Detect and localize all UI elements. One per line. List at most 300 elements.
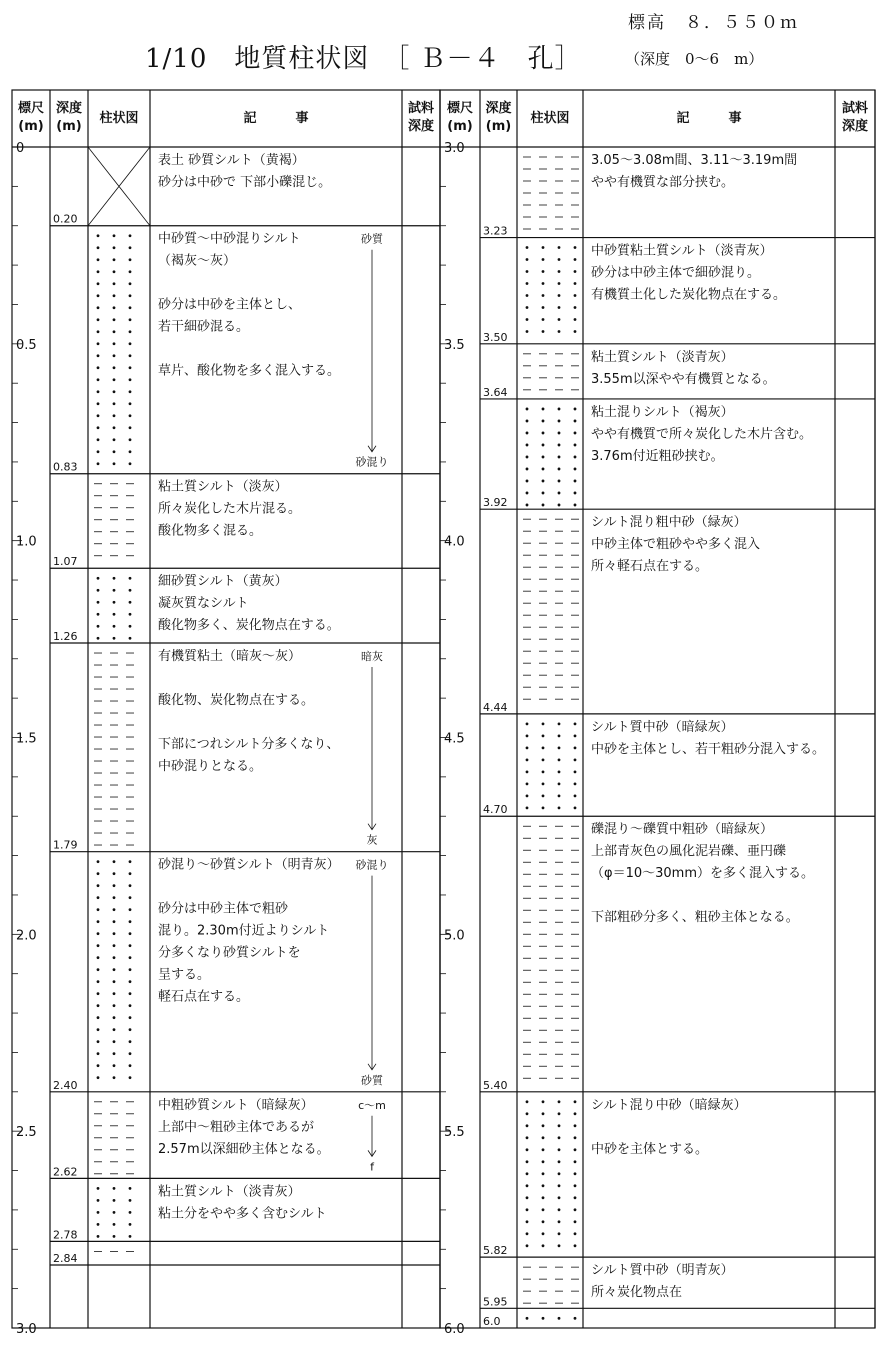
- layer-depth-label: 1.79: [53, 838, 78, 852]
- column-pattern-dot: [526, 1136, 529, 1139]
- column-pattern-dot: [129, 872, 132, 875]
- column-pattern-dot: [113, 390, 116, 393]
- scale-label: 4.0: [444, 534, 465, 550]
- column-pattern-dot: [113, 944, 116, 947]
- layer-depth-label: 2.40: [53, 1078, 78, 1092]
- column-pattern-dot: [574, 794, 577, 797]
- column-pattern-dot: [542, 1208, 545, 1211]
- column-pattern-dot: [558, 408, 561, 411]
- column-pattern-dot: [574, 420, 577, 423]
- page-title: 1/10 地質柱状図 ［ Ｂ－４ 孔］: [145, 44, 582, 74]
- column-pattern-dot: [542, 456, 545, 459]
- column-pattern-dot: [574, 270, 577, 273]
- column-pattern-dot: [129, 1223, 132, 1226]
- column-pattern-dot: [574, 734, 577, 737]
- column-pattern-dot: [558, 294, 561, 297]
- column-pattern-dot: [558, 1184, 561, 1187]
- column-pattern-dot: [526, 1148, 529, 1151]
- column-pattern-dot: [574, 456, 577, 459]
- column-pattern-dot: [97, 246, 100, 249]
- column-pattern-dot: [97, 342, 100, 345]
- column-pattern-dot: [113, 1040, 116, 1043]
- column-pattern-dot: [129, 1004, 132, 1007]
- column-pattern-dot: [558, 480, 561, 483]
- layer-description-line: 下部粗砂分多く、粗砂主体となる。: [591, 910, 799, 926]
- header-scale-unit: (m): [18, 119, 44, 134]
- column-pattern-dot: [97, 992, 100, 995]
- layer-description-line: 砂分は中砂を主体とし、: [158, 297, 302, 313]
- column-pattern-dot: [97, 1187, 100, 1190]
- column-pattern-dot: [113, 625, 116, 628]
- layer-description-line: シルト質中砂（暗緑灰）: [591, 719, 734, 735]
- column-pattern-dot: [542, 782, 545, 785]
- header-depth-unit: (m): [56, 119, 82, 134]
- column-pattern-dot: [129, 992, 132, 995]
- column-pattern-dot: [129, 414, 132, 417]
- column-pattern-dot: [129, 378, 132, 381]
- column-pattern-dot: [129, 342, 132, 345]
- layer-description-line: 表土 砂質シルト（黄褐）: [158, 153, 305, 168]
- layer-description-line: 細砂質シルト（黄灰）: [158, 574, 288, 590]
- column-pattern-dot: [542, 746, 545, 749]
- column-pattern-dot: [113, 637, 116, 640]
- column-pattern-dot: [574, 282, 577, 285]
- scale-label: 5.5: [444, 1125, 465, 1141]
- column-pattern-dot: [129, 1052, 132, 1055]
- column-pattern-dot: [113, 1004, 116, 1007]
- column-pattern-dot: [574, 1124, 577, 1127]
- column-pattern-dot: [113, 920, 116, 923]
- column-pattern-dot: [526, 330, 529, 333]
- column-pattern-dot: [113, 1211, 116, 1214]
- column-pattern-dot: [129, 1187, 132, 1190]
- column-pattern-dot: [97, 1211, 100, 1214]
- column-pattern-dot: [574, 468, 577, 471]
- column-pattern-dot: [542, 1244, 545, 1247]
- column-pattern-dot: [574, 408, 577, 411]
- column-pattern-dot: [129, 330, 132, 333]
- layer-depth-label: 2.78: [53, 1228, 78, 1242]
- column-pattern-dot: [574, 504, 577, 507]
- gradation-note-bottom: f: [370, 1160, 374, 1174]
- column-pattern-dot: [574, 1160, 577, 1163]
- column-pattern-dot: [129, 366, 132, 369]
- column-pattern-dot: [113, 1028, 116, 1031]
- column-pattern-dot: [129, 884, 132, 887]
- column-pattern-dot: [558, 306, 561, 309]
- column-pattern-dot: [526, 306, 529, 309]
- column-pattern-dot: [574, 444, 577, 447]
- layer-description-line: 粘土分をやや多く含むシルト: [158, 1206, 327, 1222]
- column-pattern-dot: [542, 1112, 545, 1115]
- column-pattern-dot: [97, 860, 100, 863]
- column-pattern-dot: [129, 438, 132, 441]
- left-layer: [50, 1097, 440, 1179]
- column-pattern-dot: [542, 1317, 545, 1320]
- column-pattern-dot: [574, 432, 577, 435]
- column-pattern-dot: [129, 318, 132, 321]
- column-pattern-dot: [97, 589, 100, 592]
- column-pattern-dot: [113, 601, 116, 604]
- column-pattern-dot: [129, 354, 132, 357]
- column-pattern-dot: [526, 246, 529, 249]
- column-pattern-dot: [526, 1220, 529, 1223]
- column-pattern-dot: [526, 746, 529, 749]
- column-pattern-dot: [97, 390, 100, 393]
- column-pattern-dot: [97, 1040, 100, 1043]
- column-pattern-dot: [558, 1317, 561, 1320]
- column-pattern-dot: [542, 1124, 545, 1127]
- column-pattern-dot: [558, 1136, 561, 1139]
- column-pattern-dot: [542, 468, 545, 471]
- column-pattern-dot: [129, 234, 132, 237]
- column-pattern-dot: [526, 456, 529, 459]
- column-pattern-dot: [526, 1160, 529, 1163]
- column-pattern-dot: [542, 408, 545, 411]
- column-pattern-dot: [574, 1112, 577, 1115]
- layer-description-line: 草片、酸化物を多く混入する。: [158, 363, 341, 379]
- layer-description-line: 酸化物、炭化物点在する。: [158, 693, 315, 709]
- column-pattern-dot: [542, 444, 545, 447]
- column-pattern-dot: [542, 1136, 545, 1139]
- column-pattern-dot: [558, 1172, 561, 1175]
- layer-description-line: （φ＝10～30mm）を多く混入する。: [591, 866, 814, 882]
- scale-label: 0.5: [16, 337, 37, 353]
- column-pattern-dot: [526, 318, 529, 321]
- layer-depth-label: 0.83: [53, 460, 78, 474]
- column-pattern-dot: [97, 414, 100, 417]
- column-pattern-dot: [97, 450, 100, 453]
- header-depth-unit: (m): [485, 119, 512, 134]
- layer-description-line: シルト混り粗中砂（緑灰）: [591, 515, 747, 531]
- layer-depth-label: 5.82: [483, 1244, 508, 1258]
- layer-description-line: 砂分は中砂で 下部小礫混じ。: [158, 175, 332, 190]
- column-pattern-dot: [558, 1244, 561, 1247]
- column-pattern-dot: [129, 577, 132, 580]
- column-pattern-dot: [542, 330, 545, 333]
- layer-description-line: 3.76m付近粗砂挟む。: [591, 448, 724, 464]
- column-pattern-dot: [526, 270, 529, 273]
- layer-description-line: 中粗砂質シルト（暗緑灰）: [158, 1097, 314, 1113]
- layer-description-line: 混り。2.30m付近よりシルト: [158, 923, 330, 939]
- column-pattern-dot: [129, 1235, 132, 1238]
- column-pattern-dot: [574, 330, 577, 333]
- column-pattern-dot: [113, 450, 116, 453]
- scale-label: 2.5: [16, 1125, 37, 1141]
- column-pattern-dot: [129, 908, 132, 911]
- column-pattern-dot: [129, 944, 132, 947]
- layer-description-line: 上部青灰色の風化泥岩礫、亜円礫: [591, 844, 787, 860]
- layer-description-line: 3.05～3.08m間、3.11～3.19m間: [591, 153, 798, 168]
- column-pattern-dot: [526, 282, 529, 285]
- column-pattern-dot: [113, 1223, 116, 1226]
- column-pattern-dot: [542, 794, 545, 797]
- column-pattern-dot: [97, 1199, 100, 1202]
- column-pattern-dot: [129, 306, 132, 309]
- column-pattern-dot: [574, 1148, 577, 1151]
- right-layer: [480, 1097, 875, 1257]
- layer-description-line: 所々軽石点在する。: [591, 559, 709, 575]
- column-pattern-dot: [97, 462, 100, 465]
- column-pattern-dot: [558, 468, 561, 471]
- right-layer: [480, 404, 875, 509]
- column-pattern-dot: [97, 601, 100, 604]
- column-pattern-dot: [97, 306, 100, 309]
- column-pattern-dot: [558, 722, 561, 725]
- column-pattern-dot: [113, 884, 116, 887]
- column-pattern-dot: [574, 1220, 577, 1223]
- layer-description-line: やや有機質で所々炭化した木片含む。: [591, 426, 813, 442]
- column-pattern-dot: [558, 1208, 561, 1211]
- column-pattern-dot: [113, 1199, 116, 1202]
- column-pattern-dot: [129, 270, 132, 273]
- column-pattern-dot: [129, 920, 132, 923]
- column-pattern-dot: [113, 968, 116, 971]
- column-pattern-dot: [113, 956, 116, 959]
- column-pattern-dot: [574, 770, 577, 773]
- depth-range-label: （深度 0～6 m）: [625, 50, 764, 68]
- column-pattern-dot: [542, 492, 545, 495]
- left-layer: [50, 1183, 440, 1241]
- column-pattern-dot: [526, 444, 529, 447]
- layer-depth-label: 3.64: [483, 385, 508, 399]
- column-pattern-dot: [113, 234, 116, 237]
- scale-label: 3.5: [444, 337, 465, 353]
- column-pattern-dot: [542, 1232, 545, 1235]
- column-pattern-dot: [113, 1064, 116, 1067]
- layer-description-line: 軽石点在する。: [158, 989, 250, 1005]
- column-pattern-dot: [526, 294, 529, 297]
- column-pattern-dot: [113, 366, 116, 369]
- header-depth-label: 深度: [55, 101, 83, 116]
- column-pattern-dot: [574, 722, 577, 725]
- column-pattern-dot: [526, 1208, 529, 1211]
- column-pattern-dot: [97, 258, 100, 261]
- column-pattern-dot: [113, 872, 116, 875]
- layer-description-line: 3.55m以深やや有機質となる。: [591, 371, 776, 387]
- column-pattern-dot: [526, 1100, 529, 1103]
- column-pattern-dot: [558, 1220, 561, 1223]
- column-pattern-dot: [129, 1211, 132, 1214]
- column-pattern-dot: [542, 1100, 545, 1103]
- column-pattern-dot: [574, 1232, 577, 1235]
- layer-description-line: 中砂主体で粗砂やや多く混入: [591, 537, 761, 553]
- right-layer: [480, 243, 875, 344]
- column-pattern-dot: [558, 758, 561, 761]
- column-pattern-dot: [129, 282, 132, 285]
- column-pattern-dot: [558, 1124, 561, 1127]
- column-pattern-dot: [113, 980, 116, 983]
- layer-description-line: シルト質中砂（明青灰）: [591, 1263, 734, 1279]
- layer-description-line: 中砂を主体とする。: [591, 1141, 709, 1157]
- column-pattern-dot: [526, 1317, 529, 1320]
- header-description-label: 記 事: [243, 111, 309, 126]
- column-pattern-dot: [97, 884, 100, 887]
- column-pattern-dot: [97, 956, 100, 959]
- layer-depth-label: 5.95: [483, 1295, 508, 1309]
- column-pattern-dot: [129, 1199, 132, 1202]
- column-pattern-dot: [542, 806, 545, 809]
- column-pattern-dot: [113, 258, 116, 261]
- column-pattern-dot: [113, 270, 116, 273]
- layer-description-line: 粘土質シルト（淡灰）: [158, 479, 288, 495]
- column-pattern-dot: [129, 1016, 132, 1019]
- layer-description-line: やや有機質な部分挟む。: [591, 175, 735, 190]
- scale-label: 5.0: [444, 928, 465, 944]
- header-description-label: 記 事: [676, 111, 742, 126]
- gradation-note-top: 砂混り: [355, 858, 389, 872]
- column-pattern-dot: [129, 1040, 132, 1043]
- layer-description-line: 中砂質～中砂混りシルト: [158, 231, 301, 247]
- column-pattern-dot: [526, 758, 529, 761]
- layer-description-line: 2.57m以深細砂主体となる。: [158, 1141, 330, 1157]
- layer-description-line: 中砂質粘土質シルト（淡青灰）: [591, 243, 773, 259]
- layer-description-line: 凝灰質なシルト: [158, 596, 249, 612]
- column-pattern-dot: [542, 258, 545, 261]
- gradation-note-bottom: 砂混り: [355, 455, 389, 469]
- column-pattern-dot: [129, 1076, 132, 1079]
- column-pattern-dot: [113, 1052, 116, 1055]
- column-pattern-dot: [542, 1184, 545, 1187]
- header-scale-label: 標尺: [446, 101, 474, 116]
- layer-description-line: 上部中～粗砂主体であるが: [158, 1119, 315, 1135]
- column-pattern-dot: [574, 1208, 577, 1211]
- gradation-note-top: 砂質: [361, 232, 383, 246]
- column-pattern-dot: [558, 492, 561, 495]
- column-pattern-dot: [558, 504, 561, 507]
- right-layer: [480, 153, 875, 238]
- column-pattern-dot: [558, 258, 561, 261]
- column-pattern-dot: [526, 1124, 529, 1127]
- column-pattern-dot: [97, 908, 100, 911]
- scale-label: 1.0: [16, 534, 37, 550]
- column-pattern-dot: [526, 1196, 529, 1199]
- column-pattern-dot: [97, 1016, 100, 1019]
- column-pattern-dot: [97, 1064, 100, 1067]
- layer-description-line: 砂混り～砂質シルト（明青灰）: [158, 857, 340, 873]
- column-pattern-dot: [97, 625, 100, 628]
- header-column-label: 柱状図: [530, 111, 570, 126]
- column-pattern-dot: [558, 432, 561, 435]
- column-pattern-dot: [97, 402, 100, 405]
- column-pattern-dot: [97, 944, 100, 947]
- layer-description-line: 下部につれシルト分多くなり、: [158, 737, 340, 753]
- column-pattern-dot: [97, 438, 100, 441]
- column-pattern-dot: [574, 1172, 577, 1175]
- column-pattern-dot: [542, 770, 545, 773]
- column-pattern-dot: [97, 378, 100, 381]
- column-pattern-dot: [542, 1160, 545, 1163]
- column-pattern-dot: [526, 722, 529, 725]
- column-pattern-dot: [574, 246, 577, 249]
- column-pattern-dot: [558, 770, 561, 773]
- column-pattern-dot: [542, 306, 545, 309]
- layer-description-line: 所々炭化した木片混る。: [158, 501, 302, 517]
- column-pattern-dot: [129, 246, 132, 249]
- column-pattern-dot: [558, 318, 561, 321]
- layer-depth-label: 3.92: [483, 496, 508, 510]
- layer-depth-label: 2.62: [53, 1165, 78, 1179]
- layer-depth-label: 6.0: [483, 1315, 501, 1328]
- column-pattern-dot: [574, 1184, 577, 1187]
- column-pattern-dot: [542, 1196, 545, 1199]
- layer-description-line: 有機質土化した炭化物点在する。: [591, 287, 787, 303]
- gradation-note-top: 暗灰: [361, 650, 383, 664]
- column-pattern-dot: [558, 794, 561, 797]
- column-pattern-dot: [113, 932, 116, 935]
- column-pattern-dot: [526, 468, 529, 471]
- layer-description-line: 砂分は中砂主体で細砂混り。: [591, 265, 761, 281]
- column-pattern-dot: [129, 968, 132, 971]
- column-pattern-dot: [129, 1028, 132, 1031]
- column-pattern-dot: [526, 408, 529, 411]
- column-pattern-dot: [97, 426, 100, 429]
- column-pattern-dot: [558, 282, 561, 285]
- column-pattern-dot: [129, 637, 132, 640]
- column-pattern-dot: [526, 480, 529, 483]
- column-pattern-dot: [97, 1235, 100, 1238]
- column-pattern-dot: [129, 601, 132, 604]
- column-pattern-dot: [113, 378, 116, 381]
- column-pattern-dot: [526, 734, 529, 737]
- column-pattern-dot: [97, 577, 100, 580]
- header-depth-label: 深度: [485, 101, 512, 116]
- header-scale-label: 標尺: [17, 101, 45, 116]
- column-pattern-dot: [542, 722, 545, 725]
- column-pattern-dot: [574, 746, 577, 749]
- column-pattern-dot: [129, 390, 132, 393]
- layer-description-line: 酸化物多く、炭化物点在する。: [158, 618, 340, 634]
- layer-description-line: 中砂を主体とし、若干粗砂分混入する。: [591, 741, 826, 757]
- layer-depth-label: 1.07: [53, 555, 78, 569]
- column-pattern-dot: [97, 980, 100, 983]
- column-pattern-dot: [129, 1064, 132, 1067]
- column-pattern-dot: [574, 806, 577, 809]
- column-pattern-dot: [129, 258, 132, 261]
- column-pattern-dot: [129, 426, 132, 429]
- header-column-label: 柱状図: [99, 111, 139, 126]
- column-pattern-dot: [129, 932, 132, 935]
- elevation-label: 標高 ８．５５０ｍ: [628, 13, 799, 33]
- column-pattern-dot: [558, 782, 561, 785]
- column-pattern-dot: [542, 282, 545, 285]
- column-pattern-dot: [558, 806, 561, 809]
- left-layer: [50, 648, 440, 852]
- header-sample-depth-label: 深度: [407, 119, 435, 134]
- column-pattern-dot: [542, 480, 545, 483]
- column-pattern-dot: [129, 896, 132, 899]
- header-sample-label: 試料: [841, 101, 869, 116]
- column-pattern-dot: [526, 1184, 529, 1187]
- column-pattern-dot: [113, 414, 116, 417]
- column-pattern-dot: [97, 270, 100, 273]
- column-pattern-dot: [558, 746, 561, 749]
- column-pattern-dot: [97, 294, 100, 297]
- column-pattern-dot: [542, 758, 545, 761]
- column-pattern-dot: [526, 492, 529, 495]
- column-pattern-dot: [113, 896, 116, 899]
- scale-label: 3.0: [444, 141, 465, 156]
- layer-description-line: 有機質粘土（暗灰～灰）: [158, 649, 302, 665]
- left-layer: [50, 479, 440, 568]
- layer-depth-label: 2.84: [53, 1252, 78, 1266]
- column-pattern-dot: [526, 420, 529, 423]
- column-pattern-dot: [113, 282, 116, 285]
- gradation-note-bottom: 砂質: [361, 1073, 383, 1087]
- column-pattern-dot: [542, 420, 545, 423]
- column-pattern-dot: [574, 492, 577, 495]
- column-pattern-dot: [113, 342, 116, 345]
